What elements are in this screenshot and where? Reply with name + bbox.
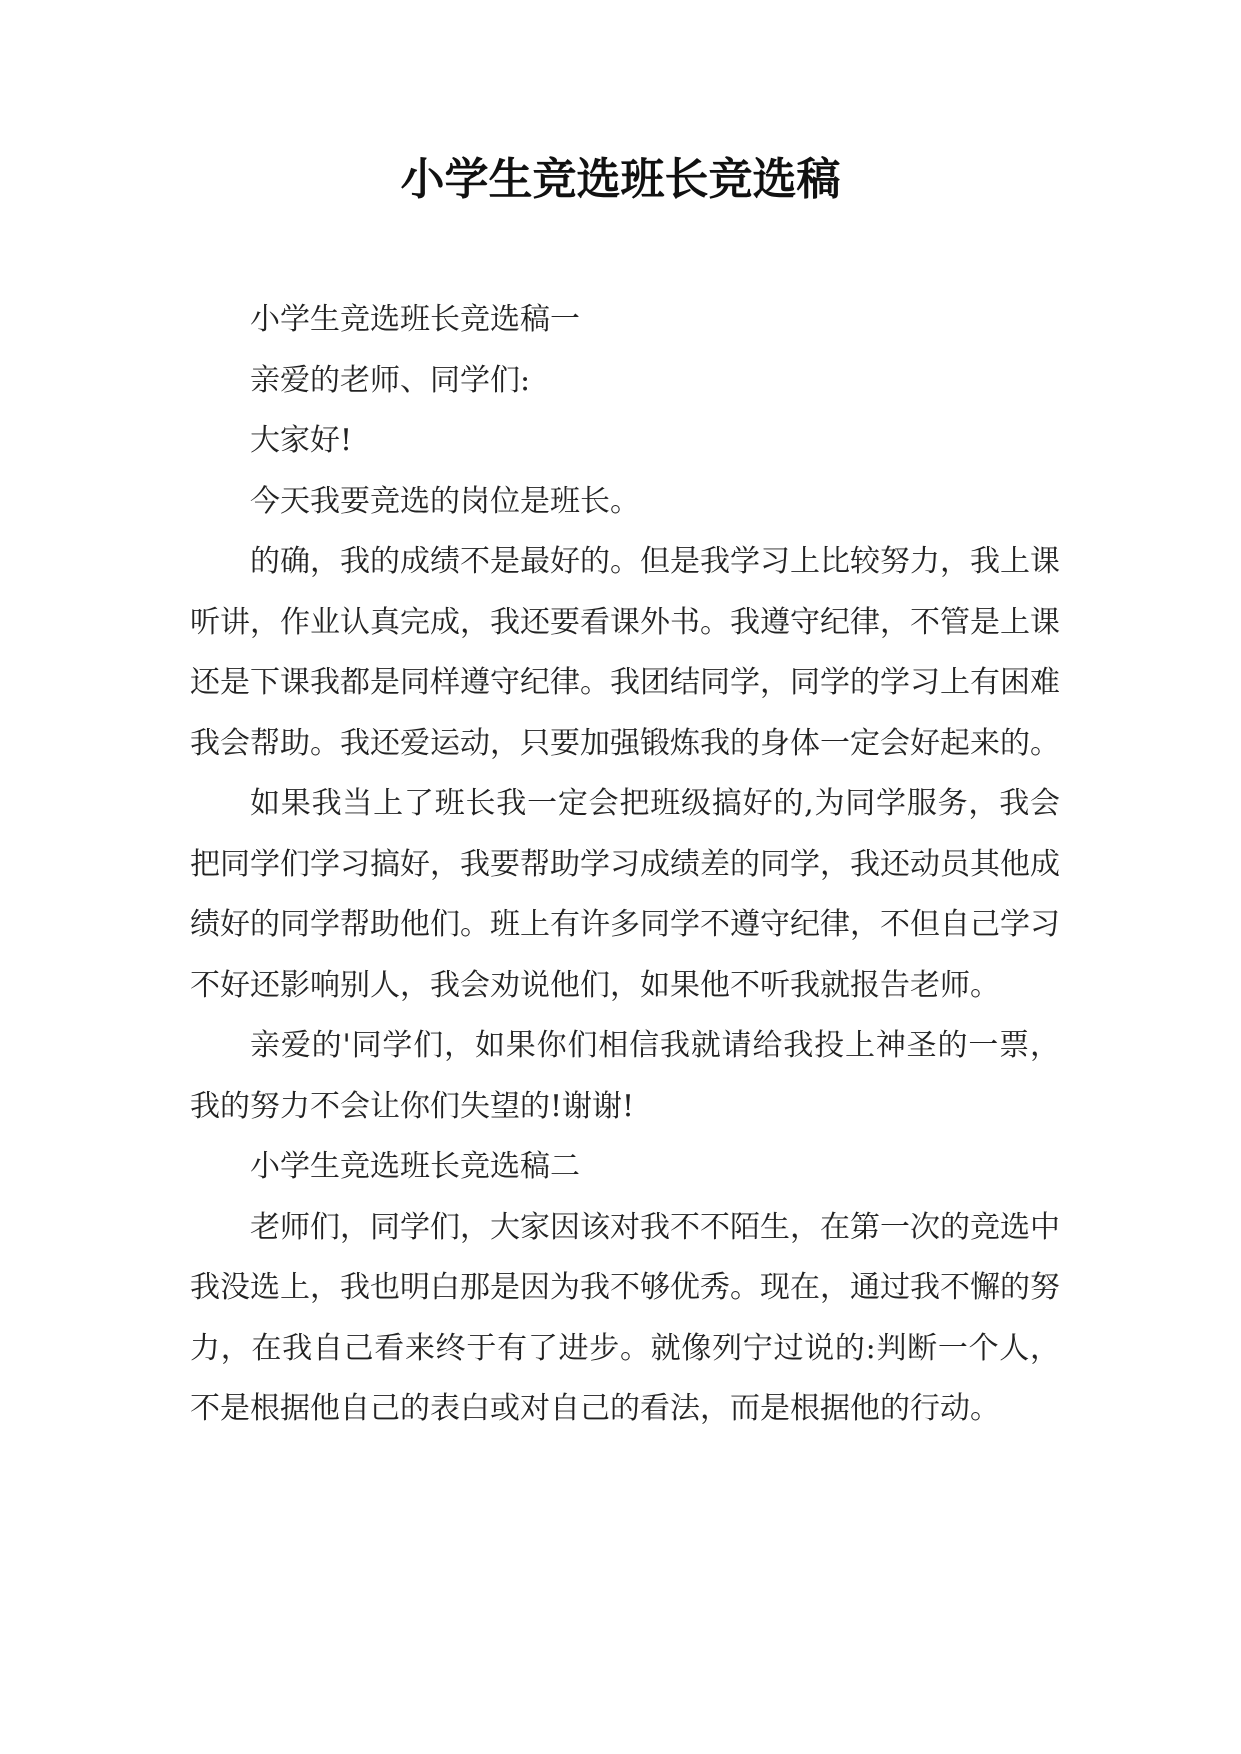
section-heading-1: 小学生竞选班长竞选稿一 [250, 302, 580, 337]
section-heading-2: 小学生竞选班长竞选稿二 [250, 1149, 580, 1184]
body-paragraph: 亲爱的'同学们，如果你们相信我就请给我投上神圣的一票，我的努力不会让你们失望的!谢谢! [190, 1028, 1060, 1124]
body-paragraph: 如果我当上了班长我一定会把班级搞好的,为同学服务，我会把同学们学习搞好，我要帮助学习成绩差的同学，我还动员其他成绩好的同学帮助他们。班上有许多同学不遵守纪律，不但自己学习不好还影响别人，我会劝说他们，如果他不听我就报告老师。 [190, 786, 1060, 1003]
salutation: 亲爱的老师、同学们: [250, 362, 531, 398]
greeting: 大家好! [250, 423, 353, 458]
body-paragraph: 今天我要竞选的岗位是班长。 [250, 483, 640, 519]
body-paragraph: 的确，我的成绩不是最好的。但是我学习上比较努力，我上课听讲，作业认真完成，我还要看课外书。我遵守纪律，不管是上课还是下课我都是同样遵守纪律。我团结同学，同学的学习上有困难我会帮助。我还爱运动，只要加强锻炼我的身体一定会好起来的。 [190, 544, 1060, 761]
document-title: 小学生竞选班长竞选稿 [400, 154, 841, 205]
document-body [190, 290, 1060, 1440]
body-paragraph: 老师们，同学们，大家因该对我不不陌生，在第一次的竞选中我没选上，我也明白那是因为我不够优秀。现在，通过我不懈的努力，在我自己看来终于有了进步。就像列宁过说的:判断一个人，不是根据他自己的表白或对自己的看法，而是根据他的行动。 [190, 1209, 1060, 1426]
